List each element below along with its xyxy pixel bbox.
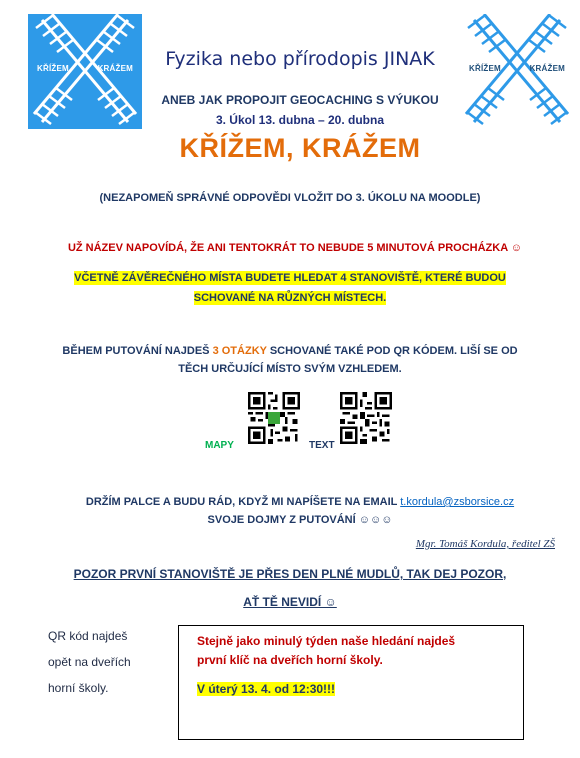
questions-accent: 3 OTÁZKY bbox=[212, 345, 267, 357]
qr-label-mapy: MAPY bbox=[205, 440, 234, 451]
box-date: V úterý 13. 4. od 12:30!!! bbox=[197, 682, 336, 696]
logo-left bbox=[28, 14, 142, 129]
qr-code-mapy bbox=[248, 392, 300, 444]
logo-word-right: KRÁŽEM bbox=[529, 64, 565, 73]
warning-line-2: AŤ TĚ NEVIDÍ ☺ bbox=[243, 595, 337, 609]
moodle-note: (NEZAPOMEŇ SPRÁVNÉ ODPOVĚDI VLOŽIT DO 3. ÚKOLU NA MOODLE) bbox=[99, 192, 481, 204]
page-title: Fyzika nebo přírodopis JINAK bbox=[165, 48, 435, 70]
logo-word-left: KŘÍŽEM bbox=[469, 64, 501, 73]
info-box bbox=[178, 625, 524, 740]
highlight-block bbox=[40, 268, 540, 308]
warning-line-1: POZOR PRVNÍ STANOVIŠTĚ JE PŘES DEN PLNÉ MUDLŮ, TAK DEJ POZOR, bbox=[73, 567, 507, 581]
box-date-line bbox=[197, 682, 505, 696]
main-heading: KŘÍŽEM, KRÁŽEM bbox=[179, 133, 421, 163]
highlight-line-2: SCHOVANÉ NA RŮZNÝCH MÍSTECH. bbox=[193, 292, 387, 304]
questions-paragraph bbox=[40, 342, 540, 378]
logo-word-right: KRÁŽEM bbox=[97, 64, 133, 73]
contact-line-2: SVOJE DOJMY Z PUTOVÁNÍ ☺☺☺ bbox=[207, 514, 393, 526]
questions-before: BĚHEM PUTOVÁNÍ NAJDEŠ bbox=[62, 345, 213, 357]
questions-after: SCHOVANÉ TAKÉ POD QR KÓDEM. LIŠÍ SE OD bbox=[266, 345, 518, 357]
side-note-line-2: opět na dveřích bbox=[48, 655, 131, 669]
box-red-line-2: první klíč na dveřích horní školy. bbox=[197, 653, 383, 667]
qr-label-text: TEXT bbox=[309, 440, 335, 451]
signature: Mgr. Tomáš Kordula, ředitel ZŠ bbox=[415, 538, 555, 550]
logo-right bbox=[460, 14, 574, 129]
side-note-line-1: QR kód najdeš bbox=[48, 629, 128, 643]
task-dates: 3. Úkol 13. dubna – 20. dubna bbox=[215, 113, 385, 127]
side-note-line-3: horní školy. bbox=[48, 681, 109, 695]
contact-paragraph bbox=[40, 493, 560, 529]
logo-text bbox=[28, 64, 142, 73]
logo-word-left: KŘÍŽEM bbox=[37, 64, 69, 73]
qr-code-text bbox=[340, 392, 392, 444]
highlight-line-1: VČETNĚ ZÁVĚREČNÉHO MÍSTA BUDETE HLEDAT 4 STANOVIŠTĚ, KTERÉ BUDOU bbox=[74, 272, 506, 284]
email-link[interactable]: t.kordula@zsborsice.cz bbox=[400, 496, 515, 508]
page-subtitle: ANEB JAK PROPOJIT GEOCACHING S VÝUKOU bbox=[161, 93, 439, 107]
contact-before: DRŽÍM PALCE A BUDU RÁD, KDYŽ MI NAPÍŠETE NA EMAIL bbox=[85, 496, 401, 508]
intro-red-line: UŽ NÁZEV NAPOVÍDÁ, ŽE ANI TENTOKRÁT TO NEBUDE 5 MINUTOVÁ PROCHÁZKA ☺ bbox=[67, 242, 523, 254]
logo-text bbox=[460, 64, 574, 73]
questions-line-2: TĚCH URČUJÍCÍ MÍSTO SVÝM VZHLEDEM. bbox=[178, 363, 402, 375]
side-note bbox=[48, 623, 168, 701]
box-red-line-1: Stejně jako minulý týden naše hledání najdeš bbox=[197, 634, 456, 648]
